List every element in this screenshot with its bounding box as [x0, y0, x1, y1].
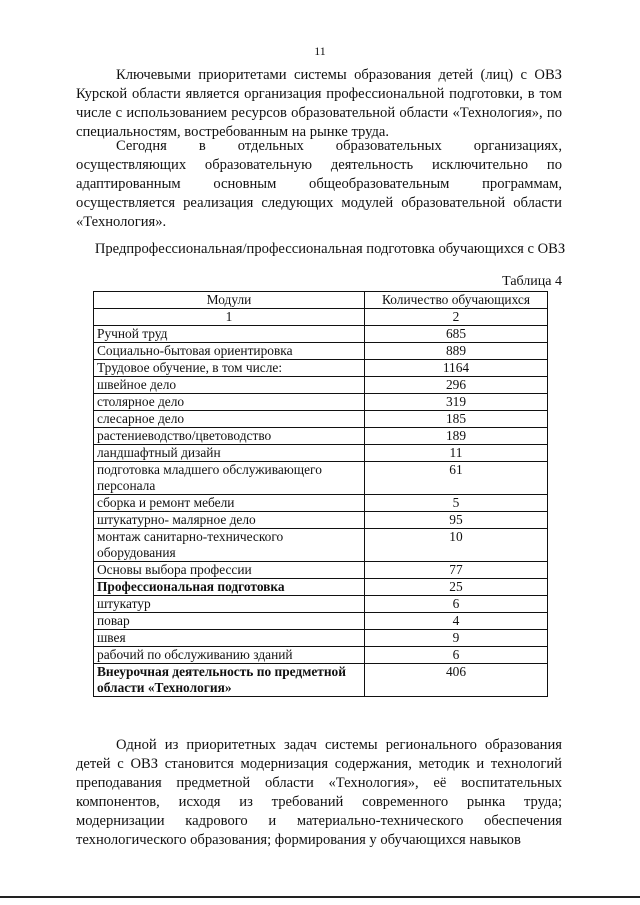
student-count-cell: 6	[365, 596, 548, 613]
closing-paragraph: Одной из приоритетных задач системы регионального образования детей с ОВЗ становится модернизация содержания, методик и технологий преподавания предметной области «Технология», её воспитательных компонентов, исходя из требований современного рынка труда; модернизации кадрового и материально-технического обеспечения технологического образования; формирования у обучающихся навыков	[76, 737, 562, 848]
table-row	[94, 445, 548, 462]
student-count-cell: 406	[365, 664, 548, 697]
student-count-cell: 889	[365, 343, 548, 360]
table-row	[94, 343, 548, 360]
module-name-cell: Ручной труд	[94, 326, 365, 343]
module-name-cell: Профессиональная подготовка	[94, 579, 365, 596]
table-row	[94, 562, 548, 579]
table-row	[94, 579, 548, 596]
bottom-rule	[0, 896, 640, 898]
module-name-cell: растениеводство/цветоводство	[94, 428, 365, 445]
module-name-cell: штукатур	[94, 596, 365, 613]
module-name-cell: ландшафтный дизайн	[94, 445, 365, 462]
column-number-row	[94, 309, 548, 326]
table-row	[94, 495, 548, 512]
module-name-cell: штукатурно- малярное дело	[94, 512, 365, 529]
table-row	[94, 411, 548, 428]
table-row	[94, 512, 548, 529]
module-name-cell: Основы выбора профессии	[94, 562, 365, 579]
table-row	[94, 377, 548, 394]
student-count-cell: 61	[365, 462, 548, 495]
student-count-cell: 296	[365, 377, 548, 394]
column-header-modules: Модули	[94, 292, 365, 309]
student-count-cell: 6	[365, 647, 548, 664]
student-count-cell: 685	[365, 326, 548, 343]
student-count-cell: 1164	[365, 360, 548, 377]
student-count-cell: 185	[365, 411, 548, 428]
student-count-cell: 4	[365, 613, 548, 630]
student-count-cell: 25	[365, 579, 548, 596]
table-label: Таблица 4	[502, 274, 562, 289]
table-row	[94, 647, 548, 664]
modules-table	[93, 291, 548, 697]
column-number-1: 1	[94, 309, 365, 326]
module-name-cell: слесарное дело	[94, 411, 365, 428]
module-name-cell: столярное дело	[94, 394, 365, 411]
student-count-cell: 9	[365, 630, 548, 647]
module-name-cell: Социально-бытовая ориентировка	[94, 343, 365, 360]
module-name-cell: рабочий по обслуживанию зданий	[94, 647, 365, 664]
table-row	[94, 326, 548, 343]
table-row	[94, 529, 548, 562]
table-row	[94, 630, 548, 647]
student-count-cell: 77	[365, 562, 548, 579]
module-name-cell: швея	[94, 630, 365, 647]
module-name-cell: монтаж санитарно-технического оборудования	[94, 529, 365, 562]
module-name-cell: подготовка младшего обслуживающего персонала	[94, 462, 365, 495]
module-name-cell: Трудовое обучение, в том числе:	[94, 360, 365, 377]
table-row	[94, 664, 548, 697]
table-row	[94, 360, 548, 377]
table-row	[94, 428, 548, 445]
student-count-cell: 95	[365, 512, 548, 529]
module-name-cell: Внеурочная деятельность по предметной области «Технология»	[94, 664, 365, 697]
student-count-cell: 319	[365, 394, 548, 411]
column-header-count: Количество обучающихся	[365, 292, 548, 309]
table-body	[94, 309, 548, 697]
intro-paragraph-1: Ключевыми приоритетами системы образования детей (лиц) с ОВЗ Курской области является организация профессиональной подготовки, в том числе с использованием ресурсов образовательной области «Технология», по специальностям, востребованным на рынке труда.	[76, 67, 562, 140]
student-count-cell: 189	[365, 428, 548, 445]
table-row	[94, 462, 548, 495]
table-row	[94, 596, 548, 613]
table-caption: Предпрофессиональная/профессиональная подготовка обучающихся с ОВЗ	[94, 241, 566, 257]
column-number-2: 2	[365, 309, 548, 326]
module-name-cell: сборка и ремонт мебели	[94, 495, 365, 512]
table-row	[94, 613, 548, 630]
page-number: 11	[314, 44, 326, 58]
student-count-cell: 5	[365, 495, 548, 512]
module-name-cell: швейное дело	[94, 377, 365, 394]
table-header-row	[94, 292, 548, 309]
table-row	[94, 394, 548, 411]
intro-paragraph-2: Сегодня в отдельных образовательных организациях, осуществляющих образовательную деятельность исключительно по адаптированным основным общеобразовательным программам, осуществляется реализация следующих модулей образовательной области «Технология».	[76, 138, 562, 230]
module-name-cell: повар	[94, 613, 365, 630]
student-count-cell: 11	[365, 445, 548, 462]
student-count-cell: 10	[365, 529, 548, 562]
